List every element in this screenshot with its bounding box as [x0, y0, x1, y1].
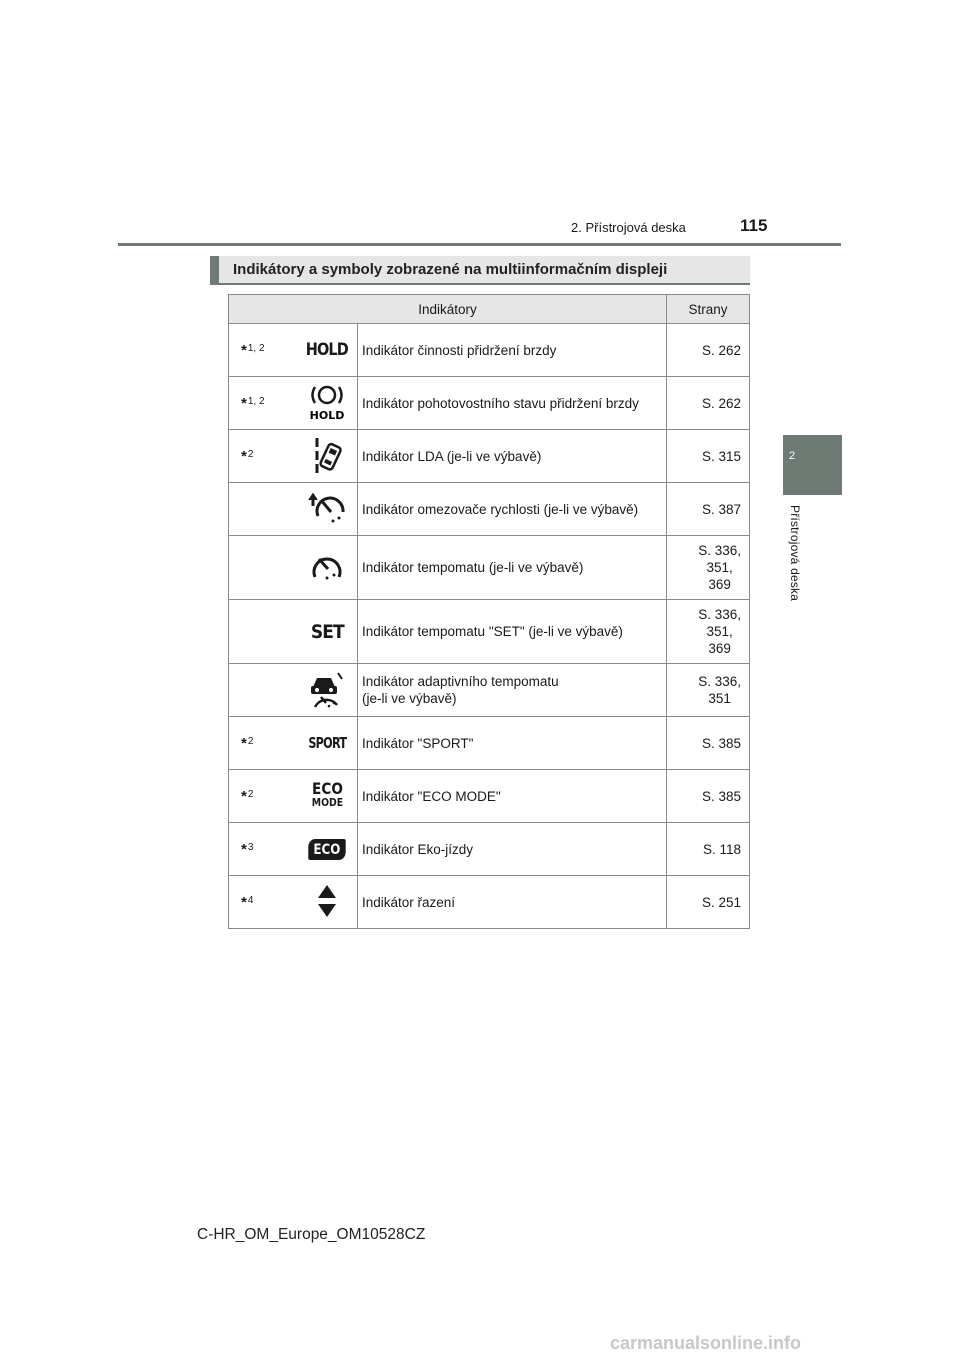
indicator-description: Indikátor řazení [358, 876, 667, 929]
page-reference: S. 336, 351, 369 [667, 536, 750, 600]
lda-icon [297, 430, 358, 483]
page-reference: S. 385 [667, 770, 750, 823]
table-row [229, 823, 750, 876]
column-header-pages: Strany [667, 295, 750, 324]
set-icon: SET [297, 600, 358, 664]
table-header-row [229, 295, 750, 324]
footnote-mark [229, 483, 298, 536]
page-number: 115 [740, 216, 768, 235]
indicator-description: Indikátor pohotovostního stavu přidržení brzdy [358, 377, 667, 430]
column-header-indicators: Indikátory [229, 295, 667, 324]
table-row [229, 876, 750, 929]
table-row [229, 770, 750, 823]
sport-icon: SPORT [297, 717, 358, 770]
header-section-title: 2. Přístrojová deska [571, 220, 686, 235]
table-row [229, 664, 750, 717]
speed-limiter-icon [297, 483, 358, 536]
indicator-table [228, 294, 750, 929]
page-reference: S. 336, 351 [667, 664, 750, 717]
footnote-mark: *$^3$ [229, 823, 298, 876]
indicator-description: Indikátor Eko-jízdy [358, 823, 667, 876]
footnote-mark: *$^2$ [229, 770, 298, 823]
indicator-description: Indikátor LDA (je-li ve výbavě) [358, 430, 667, 483]
document-id: C-HR_OM_Europe_OM10528CZ [197, 1226, 426, 1243]
svg-text:HOLD: HOLD [309, 408, 345, 422]
watermark: carmanualsonline.info [610, 1333, 802, 1353]
page-reference: S. 385 [667, 717, 750, 770]
chapter-tab-number: 2 [789, 450, 796, 462]
table-row [229, 600, 750, 664]
brake-hold-standby-icon [297, 377, 358, 430]
indicator-description: Indikátor tempomatu "SET" (je-li ve výbavě) [358, 600, 667, 664]
header-rule [118, 243, 841, 246]
eco-mode-icon: ECO MODE [297, 770, 358, 823]
cruise-control-icon [297, 536, 358, 600]
page-reference: S. 387 [667, 483, 750, 536]
chapter-tab [783, 435, 842, 495]
footnote-mark [229, 600, 298, 664]
page-reference: S. 262 [667, 324, 750, 377]
section-heading-bar [210, 256, 750, 285]
page-reference: S. 262 [667, 377, 750, 430]
table-row [229, 324, 750, 377]
footnote-mark: *$^2$ [229, 430, 298, 483]
eco-badge-icon: ECO [297, 823, 358, 876]
hold-icon: HOLD [297, 324, 358, 377]
table-row [229, 483, 750, 536]
page-reference: S. 118 [667, 823, 750, 876]
chapter-tab-label: Přístrojová deska [788, 505, 802, 602]
footnote-mark: *$^4$ [229, 876, 298, 929]
indicator-description: Indikátor činnosti přidržení brzdy [358, 324, 667, 377]
section-title: Indikátory a symboly zobrazené na multiinformačním displeji [233, 261, 668, 278]
page-reference: S. 251 [667, 876, 750, 929]
footnote-mark [229, 664, 298, 717]
page-reference: S. 315 [667, 430, 750, 483]
table-row [229, 536, 750, 600]
footnote-mark: *$^2$ [229, 717, 298, 770]
table-row [229, 377, 750, 430]
table-row [229, 430, 750, 483]
table-row [229, 717, 750, 770]
footnote-mark [229, 536, 298, 600]
adaptive-cruise-icon [297, 664, 358, 717]
indicator-description: Indikátor adaptivního tempomatu (je-li ve výbavě) [358, 664, 667, 717]
indicator-description: Indikátor "SPORT" [358, 717, 667, 770]
indicator-description: Indikátor "ECO MODE" [358, 770, 667, 823]
indicator-description: Indikátor tempomatu (je-li ve výbavě) [358, 536, 667, 600]
footnote-mark: *$^{1, 2}$ [229, 377, 298, 430]
shift-icon [297, 876, 358, 929]
indicator-description: Indikátor omezovače rychlosti (je-li ve výbavě) [358, 483, 667, 536]
page-reference: S. 336, 351, 369 [667, 600, 750, 664]
footnote-mark: *$^{1, 2}$ [229, 324, 298, 377]
